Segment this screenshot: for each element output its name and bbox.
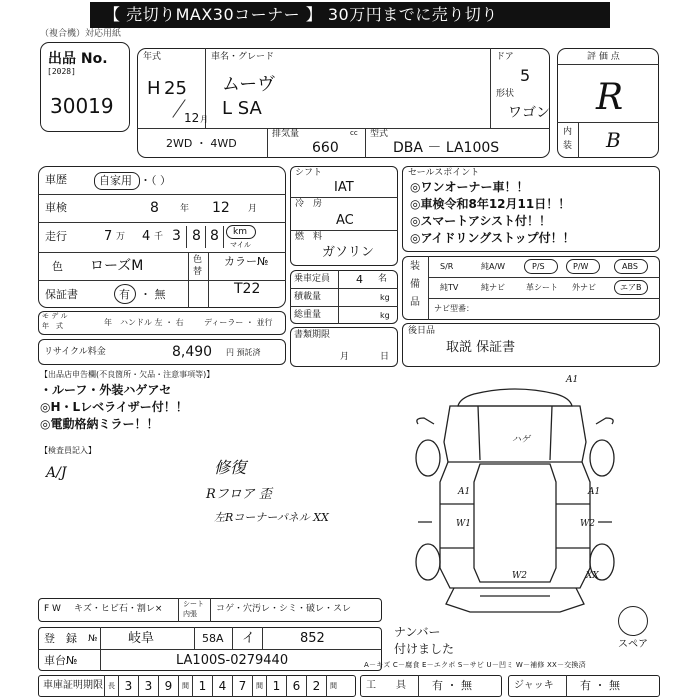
mileage-label: 走行 — [45, 230, 67, 243]
mark-paint: ハゲ — [512, 435, 531, 445]
type-label: 型式 — [370, 129, 389, 139]
capacity-value: 4 — [356, 273, 363, 286]
color-value: ローズM — [90, 258, 144, 274]
reg-label: 登 録 — [44, 632, 77, 645]
inspection-year-unit: 年 — [180, 204, 190, 214]
year-code: [2028] — [47, 67, 76, 76]
mark-rear-xx: XX — [586, 571, 599, 581]
sales-point-3: ◎スマートアシスト付！！ — [410, 214, 552, 228]
spec-label-2: 年 式 — [42, 322, 63, 330]
interior-label-1: 内 — [563, 127, 573, 137]
sales-point-2: ◎車検令和8年12月11日！！ — [410, 197, 571, 211]
cert-cell: 1 — [266, 675, 286, 697]
notes-line-2: ◎H・Lレベライザー付！！ — [40, 400, 188, 414]
spec-year: 年 — [104, 318, 112, 327]
inspector-note-4: 左Rコーナーパネル XX — [214, 511, 329, 524]
sales-point-1: ◎ワンオーナー車！！ — [410, 180, 529, 194]
capacity-label: 乗車定員 — [294, 274, 331, 284]
cert-cell: 6 — [286, 675, 306, 697]
displacement-label: 排気量 — [272, 129, 300, 139]
cert-label: 車庫証明期限 — [43, 680, 103, 691]
inspector-note-2: 修復 — [214, 458, 247, 477]
mileage-1k: 4 — [142, 229, 151, 244]
displacement: 660 — [312, 140, 339, 156]
drive-type: 2WD ・ 4WD — [166, 137, 237, 150]
load-unit: kg — [380, 293, 390, 302]
inspection-label: 車検 — [45, 201, 67, 214]
shift-label: シフト — [295, 168, 323, 178]
fw-items: キズ・ヒビ石・割レ× — [74, 604, 163, 614]
equip-nav: 純ナビ — [481, 283, 505, 292]
cert-cell: 1 — [192, 675, 212, 697]
warranty-label: 保証書 — [45, 288, 78, 301]
month-unit: 月 — [200, 115, 208, 124]
fuel-value: ガソリン — [322, 245, 375, 260]
cert-cell: 3 — [118, 675, 138, 697]
load-label: 積載量 — [294, 292, 322, 302]
cert-cell: 9 — [158, 675, 178, 697]
cert-cell: 3 — [138, 675, 158, 697]
seat-label-1: シート — [183, 600, 204, 608]
sales-label: セールスポイント — [408, 168, 480, 178]
recycle-label: リサイクル料金 — [44, 347, 106, 357]
equip-leather: 革シート — [526, 283, 558, 292]
mileage-digit-3: 8 — [210, 228, 219, 244]
after-label: 後日品 — [408, 326, 436, 336]
equip-ext-nav: 外ナビ — [572, 283, 596, 292]
mileage-10k: 7 — [104, 229, 113, 244]
color-number: T22 — [234, 281, 261, 297]
equip-tv: 純TV — [440, 283, 459, 292]
warranty-no: ・ 無 — [140, 288, 166, 301]
tools-value: 有 ・ 無 — [432, 679, 472, 692]
mark-left-w1: W1 — [456, 519, 471, 529]
equip-alloy: 純A/W — [481, 262, 506, 271]
color-change-1: 色 — [193, 255, 203, 265]
mark-roof: A1 — [566, 375, 579, 385]
color-no-label: カラー№ — [224, 255, 269, 268]
mileage-unit-km: km — [233, 227, 247, 237]
lot-number: 30019 — [50, 94, 114, 118]
model-code: DBA － LA100S — [393, 140, 500, 156]
color-change-2: 替 — [193, 267, 203, 277]
seat-items: コゲ・穴汚レ・シミ・破レ・スレ — [216, 604, 352, 614]
cert-cell: 間 — [252, 675, 266, 697]
name-grade-label: 車名・グレード — [211, 52, 275, 62]
inspector-note-3: Rフロア 歪 — [206, 487, 272, 502]
reg-kana: イ — [242, 631, 256, 646]
mileage-digit-1: 3 — [172, 228, 181, 244]
history-rest: ・（ ） — [140, 174, 171, 187]
notes-label: 【出品店申告欄(不良箇所・欠品・注意事項等)】 — [40, 370, 215, 379]
recycle-unit: 円 預託済 — [226, 348, 261, 357]
cert-cell: 2 — [306, 675, 326, 697]
spare-label: スペア — [618, 639, 648, 650]
cert-cell: 長 — [104, 675, 118, 697]
inspection-year: 8 — [150, 200, 159, 216]
mileage-digit-2: 8 — [192, 228, 201, 244]
car-damage-diagram — [410, 372, 620, 622]
score-label: 評 価 点 — [587, 52, 620, 62]
equip-pw: P/W — [573, 262, 589, 271]
tools-label: 工 具 — [366, 680, 406, 691]
banner-text: 【 売切りMAX30コーナー 】 30万円までに売り切り — [104, 5, 498, 24]
reg-no: № — [88, 634, 98, 644]
grade: L SA — [222, 98, 262, 119]
cert-cells — [104, 675, 356, 697]
capacity-unit: 名 — [378, 274, 388, 284]
fuel-label: 燃 料 — [295, 232, 323, 242]
displacement-unit: cc — [350, 129, 358, 137]
mark-right-w2: W2 — [580, 519, 595, 529]
mileage-10k-unit: 万 — [116, 232, 126, 242]
inspector-label: 【検査員記入】 — [40, 446, 96, 455]
top-note: （複合機）対応用紙 — [40, 29, 122, 39]
equip-ps: P/S — [532, 262, 545, 271]
inspection-month: 12 — [212, 200, 230, 216]
reg-class: 58A — [202, 632, 224, 645]
gross-unit: kg — [380, 311, 390, 320]
equip-abs: ABS — [622, 262, 638, 271]
gross-label: 総重量 — [294, 310, 322, 320]
sales-point-4: ◎アイドリングストップ付！！ — [410, 231, 575, 245]
reg-number: 852 — [300, 631, 325, 646]
cert-cell: 間 — [326, 675, 340, 697]
mark-right-a1: A1 — [588, 487, 601, 497]
inspector-note-1: A/J — [46, 465, 67, 481]
equip-sr: S/R — [440, 262, 454, 271]
reg-region: 岐阜 — [128, 631, 155, 646]
shift-value: IAT — [334, 180, 354, 195]
after-value: 取説 保証書 — [446, 340, 516, 355]
car-name: ムーヴ — [222, 74, 276, 95]
notes-line-3: ◎電動格納ミラー！！ — [40, 417, 159, 431]
after-items-box — [402, 323, 660, 367]
spec-label-1: モ デ ル — [42, 312, 68, 320]
mileage-1k-unit: 千 — [154, 232, 164, 242]
history-value: 自家用 — [99, 174, 132, 187]
jack-label: ジャッキ — [514, 680, 554, 691]
damage-legend: A－キズ C－腐食 E－エクボ S－サビ U－凹ミ W－補修 XX－交換済 — [364, 661, 586, 669]
inspection-month-unit: 月 — [248, 204, 258, 214]
fw-label: F W — [44, 604, 61, 614]
ac-label: 冷 房 — [295, 199, 323, 209]
equipment-label-3: 品 — [410, 297, 420, 308]
plate-text-1: ナンバー — [394, 625, 441, 639]
seat-label-2: 内張 — [183, 610, 197, 618]
nav-model-label: ナビ型番： — [434, 304, 474, 313]
history-label: 車歴 — [45, 173, 67, 186]
mark-left-a1: A1 — [458, 487, 471, 497]
warranty-yes: 有 — [119, 288, 130, 301]
doors: 5 — [520, 66, 531, 85]
model-month: 12 — [184, 111, 200, 125]
doc-label: 書類期限 — [294, 330, 331, 340]
interior-score: B — [606, 128, 621, 152]
spec-handle: ハンドル 左 ・ 右 — [120, 318, 184, 327]
model-year-label: 年式 — [143, 52, 162, 62]
jack-value: 有 ・ 無 — [580, 679, 620, 692]
shape-label: 形状 — [496, 89, 515, 99]
door-label: ドア — [496, 52, 514, 62]
equipment-label-1: 装 — [410, 261, 420, 272]
chassis-label: 車台№ — [44, 654, 78, 667]
ac-value: AC — [336, 213, 354, 228]
doc-day: 日 — [380, 352, 390, 362]
interior-label-2: 装 — [563, 141, 573, 151]
color-label: 色 — [52, 260, 63, 273]
lot-label: 出品 No. — [48, 51, 108, 67]
recycle-amount: 8,490 — [172, 344, 213, 360]
shape: ワゴン — [508, 105, 550, 121]
notes-line-1: ・ルーフ・外装ハゲアセ — [40, 383, 172, 397]
chassis-number: LA100S-0279440 — [176, 653, 289, 668]
cert-cell: 4 — [212, 675, 232, 697]
spare-tire-icon — [618, 606, 648, 636]
cert-cell: 7 — [232, 675, 252, 697]
equip-airbag: エアB — [620, 283, 642, 292]
mileage-unit-mile: マイル — [230, 241, 251, 249]
equipment-label-2: 備 — [410, 279, 420, 290]
overall-score: R — [596, 77, 624, 118]
model-year: 25 — [164, 78, 187, 99]
doc-month: 月 — [340, 352, 350, 362]
spec-dealer: ディーラー ・ 並行 — [204, 318, 273, 327]
mark-rear-w2: W2 — [512, 571, 527, 581]
plate-text-2: 付けました — [394, 642, 455, 656]
cert-cell: 間 — [178, 675, 192, 697]
era: H — [147, 78, 161, 99]
